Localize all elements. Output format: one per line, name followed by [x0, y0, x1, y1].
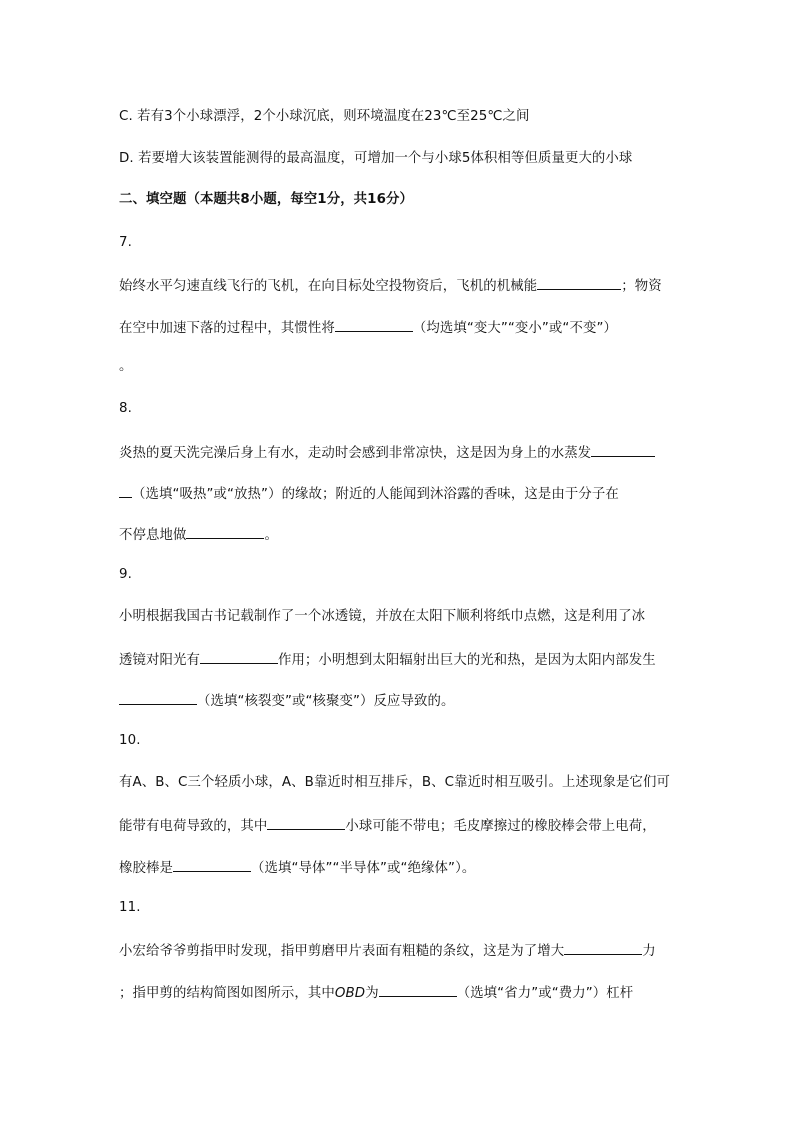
section-title: 二、填空题（本题共8小题，每空1分，共16分） [119, 192, 413, 207]
q7-line-1 [119, 275, 662, 296]
q10-blank-2[interactable] [173, 857, 251, 872]
q9-blank-1[interactable] [200, 649, 278, 664]
q7-line-1-text: 始终水平匀速直线飞行的飞机，在向目标处空投物资后，飞机的机械能 [119, 279, 538, 294]
q9-line-2 [119, 649, 656, 670]
q9-line-3 [119, 690, 455, 711]
q10-number: 10. [119, 733, 141, 748]
q8-blank-2[interactable] [186, 524, 264, 539]
q7-line-2 [119, 317, 617, 338]
q10-blank-1[interactable] [267, 815, 345, 830]
q8-line-2-text: （选填“吸热”或“放热”）的缘故；附近的人能闻到沐浴露的香味，这是由于分子在 [132, 487, 619, 502]
option-d: D. 若要增大该装置能测得的最高温度，可增加一个与小球5体积相等但质量更大的小球 [119, 151, 633, 166]
q11-line-2-text: ；指甲剪的结构简图如图所示，其中 [119, 986, 335, 1001]
option-c: C. 若有3个小球漂浮，2个小球沉底，则环境温度在23℃至25℃之间 [119, 109, 530, 124]
q7-number: 7. [119, 235, 132, 250]
q8-line-3 [119, 524, 278, 545]
q10-line-2 [119, 815, 656, 836]
q7-line-3: 。 [119, 359, 133, 374]
q11-line-2 [119, 982, 633, 1003]
q9-line-2-text: 透镜对阳光有 [119, 653, 200, 668]
q11-line-1 [119, 940, 656, 961]
q7-blank-1[interactable] [537, 275, 621, 290]
q11-var-obd: OBD [334, 986, 366, 1001]
q11-blank-1[interactable] [564, 940, 642, 955]
q10-line-1: 有A、B、C三个轻质小球，A、B靠近时相互排斥，B、C靠近时相互吸引。上述现象是它们可 [119, 775, 670, 790]
q9-number: 9. [119, 567, 132, 582]
q8-blank-1a[interactable] [591, 442, 655, 457]
q11-line-1-text: 小宏给爷爷剪指甲时发现，指甲剪磨甲片表面有粗糙的条纹，这是为了增大 [119, 944, 565, 959]
q7-line-2-tail: （均选填“变大”“变小”或“不变”） [412, 321, 617, 336]
q7-blank-2[interactable] [335, 317, 413, 332]
q11-number: 11. [119, 900, 141, 915]
q8-number: 8. [119, 401, 132, 416]
q10-line-3 [119, 857, 475, 878]
q8-line-3-tail: 。 [264, 528, 278, 543]
q10-line-3-tail: （选填“导体”“半导体”或“绝缘体”）。 [250, 861, 476, 876]
q11-line-1-tail: 力 [642, 944, 656, 959]
q10-line-2-tail: 小球可能不带电；毛皮摩擦过的橡胶棒会带上电荷， [345, 819, 656, 834]
q11-line-2-mid: 为 [365, 986, 379, 1001]
q9-blank-2[interactable] [119, 690, 197, 705]
q8-line-2 [119, 483, 619, 504]
q8-line-1-text: 炎热的夏天洗完澡后身上有水，走动时会感到非常凉快，这是因为身上的水蒸发 [119, 446, 592, 461]
q9-line-1: 小明根据我国古书记载制作了一个冰透镜，并放在太阳下顺利将纸巾点燃，这是利用了冰 [119, 609, 646, 624]
q8-blank-1b[interactable] [119, 483, 132, 498]
q9-line-2-tail: 作用；小明想到太阳辐射出巨大的光和热，是因为太阳内部发生 [277, 653, 656, 668]
q9-line-3-text: （选填“核裂变”或“核聚变”）反应导致的。 [197, 694, 455, 709]
q8-line-1 [119, 442, 655, 463]
q11-line-2-tail: （选填“省力”或“费力”）杠杆 [456, 986, 634, 1001]
q10-line-3-text: 橡胶棒是 [119, 861, 173, 876]
q11-blank-2[interactable] [379, 982, 457, 997]
q10-line-2-text: 能带有电荷导致的，其中 [119, 819, 268, 834]
q8-line-3-text: 不停息地做 [119, 528, 187, 543]
q7-line-1-tail: ；物资 [621, 279, 662, 294]
q7-line-2-text: 在空中加速下落的过程中，其惯性将 [119, 321, 335, 336]
